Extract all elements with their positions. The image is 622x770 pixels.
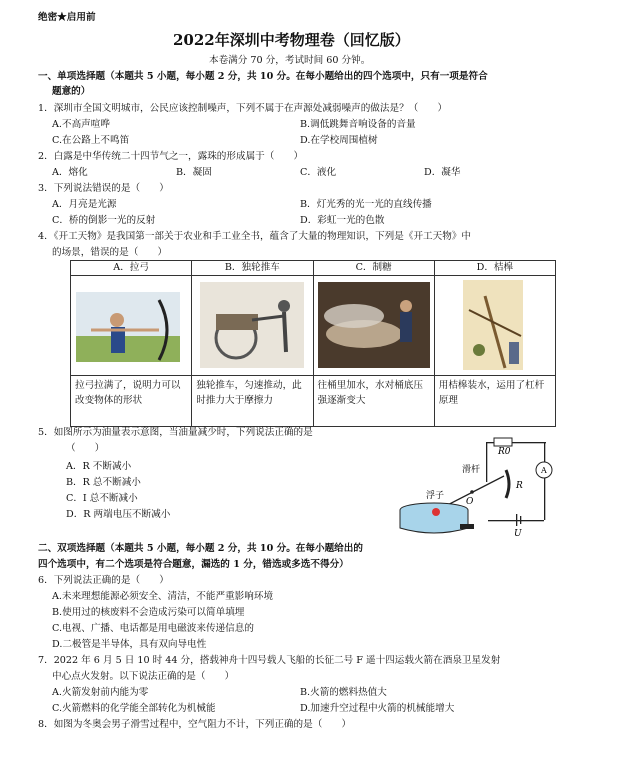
q1-option-b: B.调低跳舞音响设备的音量 <box>300 119 416 130</box>
archery-photo <box>71 276 192 372</box>
r0-label: R0 <box>498 447 511 457</box>
q2-option-c: C．液化 <box>300 167 337 178</box>
q3-option-d: D．彩虹一光的色散 <box>300 215 385 226</box>
q4-image-archery <box>71 276 192 376</box>
wheelbarrow-drawing <box>192 276 313 372</box>
q4-col-b-label: B．独轮推车 <box>192 261 313 276</box>
q4-col-c-desc: 往桶里加水，水对桶底压强逐渐变大 <box>313 376 434 427</box>
q1-option-d: D.在学校周围植树 <box>300 135 378 146</box>
q4-col-d-label: D．桔槔 <box>434 261 555 276</box>
q5-paren: （ ） <box>66 443 105 454</box>
page-title: 2022年深圳中考物理卷（回忆版） <box>173 31 410 49</box>
q4-col-d-desc: 用桔槔装水，运用了杠杆原理 <box>434 376 555 427</box>
q4-col-b-desc: 独轮推车，匀速推动，此时推力大于摩擦力 <box>192 376 313 427</box>
q6-option-b: B.使用过的核废料不会造成污染可以简单填埋 <box>52 607 245 618</box>
q7-option-b: B.火箭的燃料热值大 <box>300 687 387 698</box>
q4-image-sugar <box>313 276 434 376</box>
q7-option-a: A.火箭发射前内能为零 <box>52 687 149 698</box>
q3-option-c: C．桥的倒影一光的反射 <box>52 215 156 226</box>
q5-option-c: C．I 总不断减小 <box>66 493 138 504</box>
well-sweep-drawing <box>435 276 556 372</box>
pivot-label: O <box>466 497 474 507</box>
q5-option-b: B．R 总不断减小 <box>66 477 141 488</box>
q7-option-c: C.火箭燃料的化学能全部转化为机械能 <box>52 703 216 714</box>
section2-heading: 二、双项选择题（本题共 5 小题，每小题 2 分，共 10 分。在每小题给出的 <box>38 543 363 554</box>
q5-option-a: A．R 不断减小 <box>66 461 132 472</box>
q4-image-wheelbarrow <box>192 276 313 376</box>
float-label: 浮子 <box>426 491 445 501</box>
q4-col-c-label: C．制糖 <box>313 261 434 276</box>
q1-stem: 1．深圳市全国文明城市，公民应该控制噪声，下列不属于在声源处减弱噪声的做法是？（ ） <box>38 103 448 114</box>
q2-stem: 2．白露是中华传统二十四节气之一，露珠的形成属于（ ） <box>38 151 304 162</box>
q4-col-a-desc: 拉弓拉满了，说明力可以改变物体的形状 <box>71 376 192 427</box>
q5-option-d: D．R 两端电压不断减小 <box>66 509 171 520</box>
secret-label: 绝密★启用前 <box>38 12 96 23</box>
q4-table <box>70 260 556 427</box>
q7-stem: 7．2022 年 6 月 5 日 10 时 44 分，搭载神舟十四号载人飞船的长征二号 F 遥十四运载火箭在酒泉卫星发射 <box>38 655 501 666</box>
q6-option-c: C.电视、广播、电话都是用电磁波来传递信息的 <box>52 623 254 634</box>
section2-heading-cont: 四个选项中，有二个选项是符合题意，漏选的 1 分，错选或多选不得分） <box>38 559 349 570</box>
q1-option-a: A.不高声喧哗 <box>52 119 110 130</box>
q6-option-a: A.未来理想能源必须安全、清洁，不能严重影响环境 <box>52 591 274 602</box>
sugar-making-photo <box>314 276 435 372</box>
q4-stem-cont: 的场景，错误的是（ ） <box>52 247 168 258</box>
section1-heading: 一、单项选择题（本题共 5 小题，每小题 2 分，共 10 分。在每小题给出的四个选项中，只有一项是符合 <box>38 71 488 82</box>
q2-option-d: D．凝华 <box>424 167 461 178</box>
q4-col-a-label: A．拉弓 <box>71 261 192 276</box>
fuel-gauge-diagram <box>396 436 576 540</box>
q7-option-d: D.加速升空过程中火箭的机械能增大 <box>300 703 455 714</box>
slider-label: 滑杆 <box>462 465 481 475</box>
q3-stem: 3．下列说法错误的是（ ） <box>38 183 169 194</box>
q8-stem: 8．如图为冬奥会男子滑雪过程中，空气阻力不计，下列正确的是（ ） <box>38 719 352 730</box>
q2-option-a: A．熔化 <box>52 167 88 178</box>
q7-stem-cont: 中心点火发射。以下说法正确的是（ ） <box>52 671 235 682</box>
q2-option-b: B．凝固 <box>176 167 212 178</box>
q4-image-lever <box>434 276 555 376</box>
section1-heading-cont: 题意的） <box>52 86 91 97</box>
q3-option-b: B．灯光秀的光一光的直线传播 <box>300 199 432 210</box>
u-label: U <box>514 529 522 539</box>
q6-stem: 6．下列说法正确的是（ ） <box>38 575 169 586</box>
q5-stem: 5．如图所示为油量表示意图，当油量减少时，下列说法正确的是 <box>38 427 313 438</box>
ammeter-label: A <box>541 466 547 475</box>
q4-stem: 4．《开工天物》是我国第一部关于农业和手工业全书，蕴含了大量的物理知识，下列是《开工天物》中 <box>38 231 472 242</box>
r-label: R <box>516 481 523 491</box>
q1-option-c: C.在公路上不鸣笛 <box>52 135 130 146</box>
page-subtitle: 本卷满分 70 分，考试时间 60 分钟。 <box>209 55 371 66</box>
q3-option-a: A．月亮是光源 <box>52 199 117 210</box>
q6-option-d: D.二极管是半导体，具有双向导电性 <box>52 639 207 650</box>
